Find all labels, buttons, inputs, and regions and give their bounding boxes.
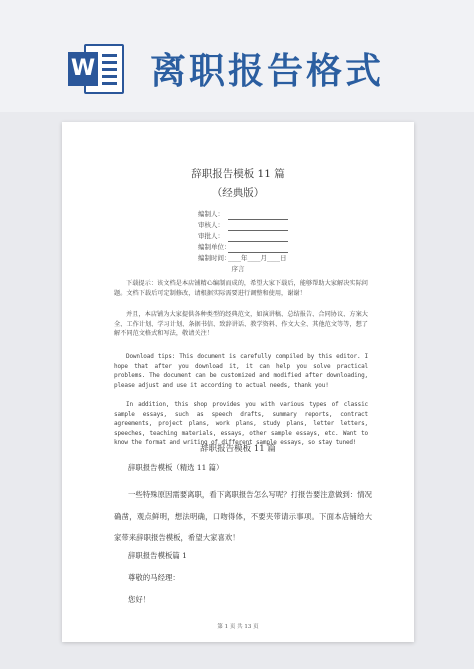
meta-label: 审批人： <box>198 232 224 240</box>
banner <box>0 0 474 112</box>
preface-heading: 序言 <box>231 265 245 273</box>
section-title: 辞职报告模板 11 篇 <box>200 444 276 454</box>
meta-blank-line <box>228 245 288 253</box>
metadata-block <box>198 209 288 264</box>
meta-label: 编制时间： <box>198 254 231 262</box>
meta-blank-line <box>228 223 288 231</box>
meta-date-value: ____年____月____日 <box>228 254 287 262</box>
additional-tip-chinese: 并且，本店铺为大家提供各种类型的经典范文，如演讲稿、总结报告、合同协议、方案大全、工作计划、学习计划、条据书信、致辞讲话、教学资料、作文大全、其他范文等等，想了解不同范文格式和写法，敬请关注！ <box>114 311 368 338</box>
meta-row-approver <box>198 231 288 242</box>
additional-tip-english: In addition, this shop provides you with various types of classic sample essays, such as speech drafts, summary reports, contract agreements, project plans, work plans, study plans, letter letters, speeches, teaching materials, essays, other sample essays, etc. Want to know the format and writing of different sample essays, so stay tuned! <box>114 401 368 447</box>
meta-row-unit <box>198 242 288 253</box>
meta-row-reviewer <box>198 220 288 231</box>
meta-row-author <box>198 209 288 220</box>
download-tip-chinese: 下载提示：该文档是本店铺精心编制而成的，希望大家下载后，能够帮助大家解决实际问题。文档下载后可定制修改，请根据实际需要进行调整和使用，谢谢！ <box>114 280 368 297</box>
greeting: 您好！ <box>128 595 151 604</box>
word-logo-tile: W <box>68 52 98 86</box>
banner-title: 离职报告格式 <box>150 51 385 92</box>
meta-blank-line <box>228 212 288 220</box>
meta-blank-line <box>228 234 288 242</box>
meta-label: 编制单位： <box>198 243 231 251</box>
document-page <box>62 122 414 642</box>
body-paragraph: 一些特殊原因需要离职，看下离职报告怎么写呢？打报告要注意做到：情况确凿，观点鲜明，想法明确，口吻得体，不要夹带请示事项。下面本店铺给大家带来辞职报告模板，希望大家喜欢！ <box>114 490 372 542</box>
download-tip-english: Download tips: This document is carefully compiled by this editor. I hope that after you download it, it can help you solve practical problems. The document can be customized and modified after downloading, please adjust and use it according to actual needs, thank you! <box>114 353 368 389</box>
document-title: 辞职报告模板 11 篇 <box>191 168 285 180</box>
meta-label: 编制人： <box>198 210 224 218</box>
word-document-icon <box>68 40 126 98</box>
body-paragraph: 辞职报告模板（精选 11 篇） <box>128 463 224 472</box>
salutation: 尊敬的马经理： <box>128 573 180 582</box>
document-subtitle: （经典版） <box>211 187 265 199</box>
meta-label: 审核人： <box>198 221 224 229</box>
meta-row-date <box>198 253 288 264</box>
page-number-footer: 第 1 页 共 13 页 <box>217 624 259 630</box>
body-paragraph: 辞职报告模板篇 1 <box>128 551 187 560</box>
